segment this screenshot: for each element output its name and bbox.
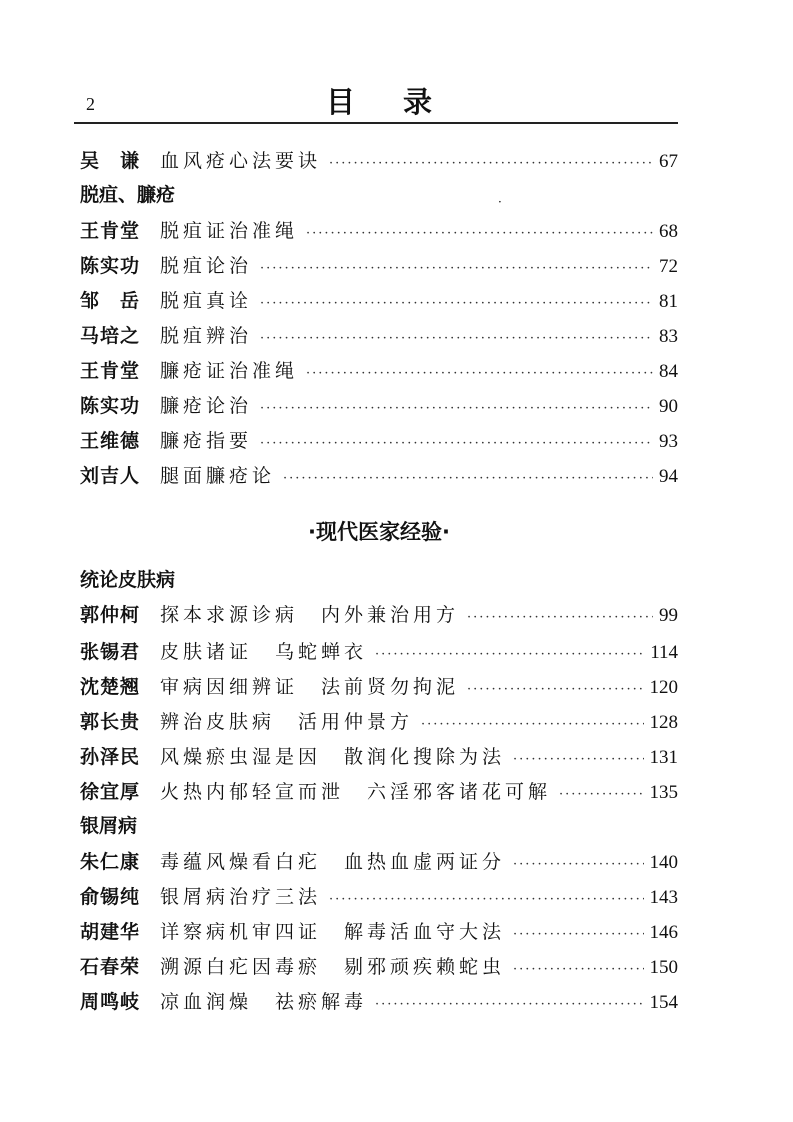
entry-topic: 辨治皮肤病 活用仲景方 (160, 711, 414, 733)
entry-author: 石春荣 (80, 956, 141, 978)
toc-entry[interactable] (80, 216, 678, 246)
entry-page: 128 (649, 712, 678, 733)
dot-leader (375, 647, 644, 662)
stray-mark: · (498, 195, 502, 209)
toc-entry[interactable] (80, 251, 678, 281)
toc-entry[interactable] (80, 637, 678, 667)
entry-page: 99 (659, 605, 678, 626)
entry-topic: 溯源白疕因毒瘀 剔邪顽疾赖蛇虫 (160, 956, 506, 978)
entry-author: 俞锡纯 (80, 886, 141, 908)
entry-page: 135 (649, 782, 678, 803)
entry-page: 150 (649, 957, 678, 978)
entry-topic: 审病因细辨证 法前贤勿拘泥 (160, 676, 460, 698)
toc-entry[interactable] (80, 742, 678, 772)
entry-author: 沈楚翘 (80, 676, 141, 698)
entry-page: 90 (659, 396, 678, 417)
entry-page: 81 (659, 291, 678, 312)
entry-page: 114 (650, 642, 678, 663)
entry-author: 吴 谦 (80, 150, 141, 172)
entry-page: 94 (659, 466, 678, 487)
dot-leader (260, 331, 653, 346)
entry-topic: 银屑病治疗三法 (160, 886, 322, 908)
entry-topic: 脱疽论治 (160, 255, 253, 277)
dot-leader (513, 752, 643, 767)
dot-leader (513, 927, 643, 942)
group-heading: 脱疽、臁疮 (80, 184, 176, 206)
entry-topic: 毒蕴风燥看白疕 血热血虚两证分 (160, 851, 506, 873)
entry-author: 王维德 (80, 430, 141, 452)
toc-entry[interactable] (80, 952, 678, 982)
entry-page: 131 (649, 747, 678, 768)
entry-topic: 详察病机审四证 解毒活血守大法 (160, 921, 506, 943)
entry-topic: 火热内郁轻宣而泄 六淫邪客诸花可解 (160, 781, 552, 803)
dot-leader (467, 682, 643, 697)
section-title: ·现代医家经验· (308, 520, 450, 544)
entry-page: 146 (649, 922, 678, 943)
entry-topic: 血风疮心法要诀 (160, 150, 322, 172)
toc-entry[interactable] (80, 600, 678, 630)
dot-leader (375, 997, 643, 1012)
entry-topic: 脱疽证治准绳 (160, 220, 299, 242)
dot-leader (260, 296, 653, 311)
entry-author: 王肯堂 (80, 220, 141, 242)
dot-leader (260, 436, 653, 451)
entry-author: 孙泽民 (80, 746, 141, 768)
header-rule (74, 122, 678, 124)
toc-entry[interactable] (80, 321, 678, 351)
toc-entry[interactable] (80, 146, 678, 176)
entry-topic: 腿面臁疮论 (160, 465, 276, 487)
group-heading: 银屑病 (80, 815, 138, 837)
entry-author: 徐宜厚 (80, 781, 141, 803)
entry-author: 马培之 (80, 325, 141, 347)
dot-leader (513, 962, 643, 977)
group-heading: 统论皮肤病 (80, 569, 176, 591)
toc-entry[interactable] (80, 917, 678, 947)
entry-author: 胡建华 (80, 921, 141, 943)
dot-leader (329, 156, 653, 171)
dot-leader (559, 787, 643, 802)
toc-entry[interactable] (80, 426, 678, 456)
entry-topic: 皮肤诸证 乌蛇蝉衣 (160, 641, 368, 663)
entry-page: 93 (659, 431, 678, 452)
toc-entry[interactable] (80, 356, 678, 386)
toc-entry[interactable] (80, 707, 678, 737)
entry-page: 72 (659, 256, 678, 277)
entry-page: 84 (659, 361, 678, 382)
toc-entry[interactable] (80, 286, 678, 316)
dot-leader (260, 261, 653, 276)
entry-topic: 臁疮论治 (160, 395, 253, 417)
toc-entry[interactable] (80, 882, 678, 912)
entry-author: 陈实功 (80, 255, 141, 277)
entry-topic: 脱疽辨治 (160, 325, 253, 347)
entry-page: 67 (659, 151, 678, 172)
dot-leader (421, 717, 643, 732)
entry-page: 143 (649, 887, 678, 908)
entry-author: 陈实功 (80, 395, 141, 417)
entry-page: 83 (659, 326, 678, 347)
toc-entry[interactable] (80, 391, 678, 421)
dot-leader (306, 366, 653, 381)
toc-entry[interactable] (80, 987, 678, 1017)
toc-entry[interactable] (80, 847, 678, 877)
entry-page: 120 (649, 677, 678, 698)
page-number: 2 (86, 94, 95, 114)
dot-leader (260, 401, 653, 416)
entry-page: 140 (649, 852, 678, 873)
toc-entry[interactable] (80, 777, 678, 807)
entry-author: 王肯堂 (80, 360, 141, 382)
entry-topic: 风燥瘀虫湿是因 散润化搜除为法 (160, 746, 506, 768)
dot-leader (329, 892, 643, 907)
toc-entry[interactable] (80, 461, 678, 491)
entry-topic: 凉血润燥 祛瘀解毒 (160, 991, 368, 1013)
toc-entry[interactable] (80, 672, 678, 702)
entry-author: 邹 岳 (80, 290, 141, 312)
entry-author: 朱仁康 (80, 851, 141, 873)
entry-page: 68 (659, 221, 678, 242)
dot-leader (513, 857, 643, 872)
page-title: 目录 (326, 85, 481, 119)
entry-author: 刘吉人 (80, 465, 141, 487)
entry-topic: 臁疮指要 (160, 430, 253, 452)
dot-leader (306, 226, 653, 241)
entry-author: 张锡君 (80, 641, 141, 663)
dot-leader (467, 610, 653, 625)
entry-author: 周鸣岐 (80, 991, 141, 1013)
entry-page: 154 (649, 992, 678, 1013)
entry-author: 郭仲柯 (80, 604, 141, 626)
entry-author: 郭长贵 (80, 711, 141, 733)
dot-leader (283, 471, 653, 486)
entry-topic: 脱疽真诠 (160, 290, 253, 312)
entry-topic: 臁疮证治准绳 (160, 360, 299, 382)
entry-topic: 探本求源诊病 内外兼治用方 (160, 604, 460, 626)
